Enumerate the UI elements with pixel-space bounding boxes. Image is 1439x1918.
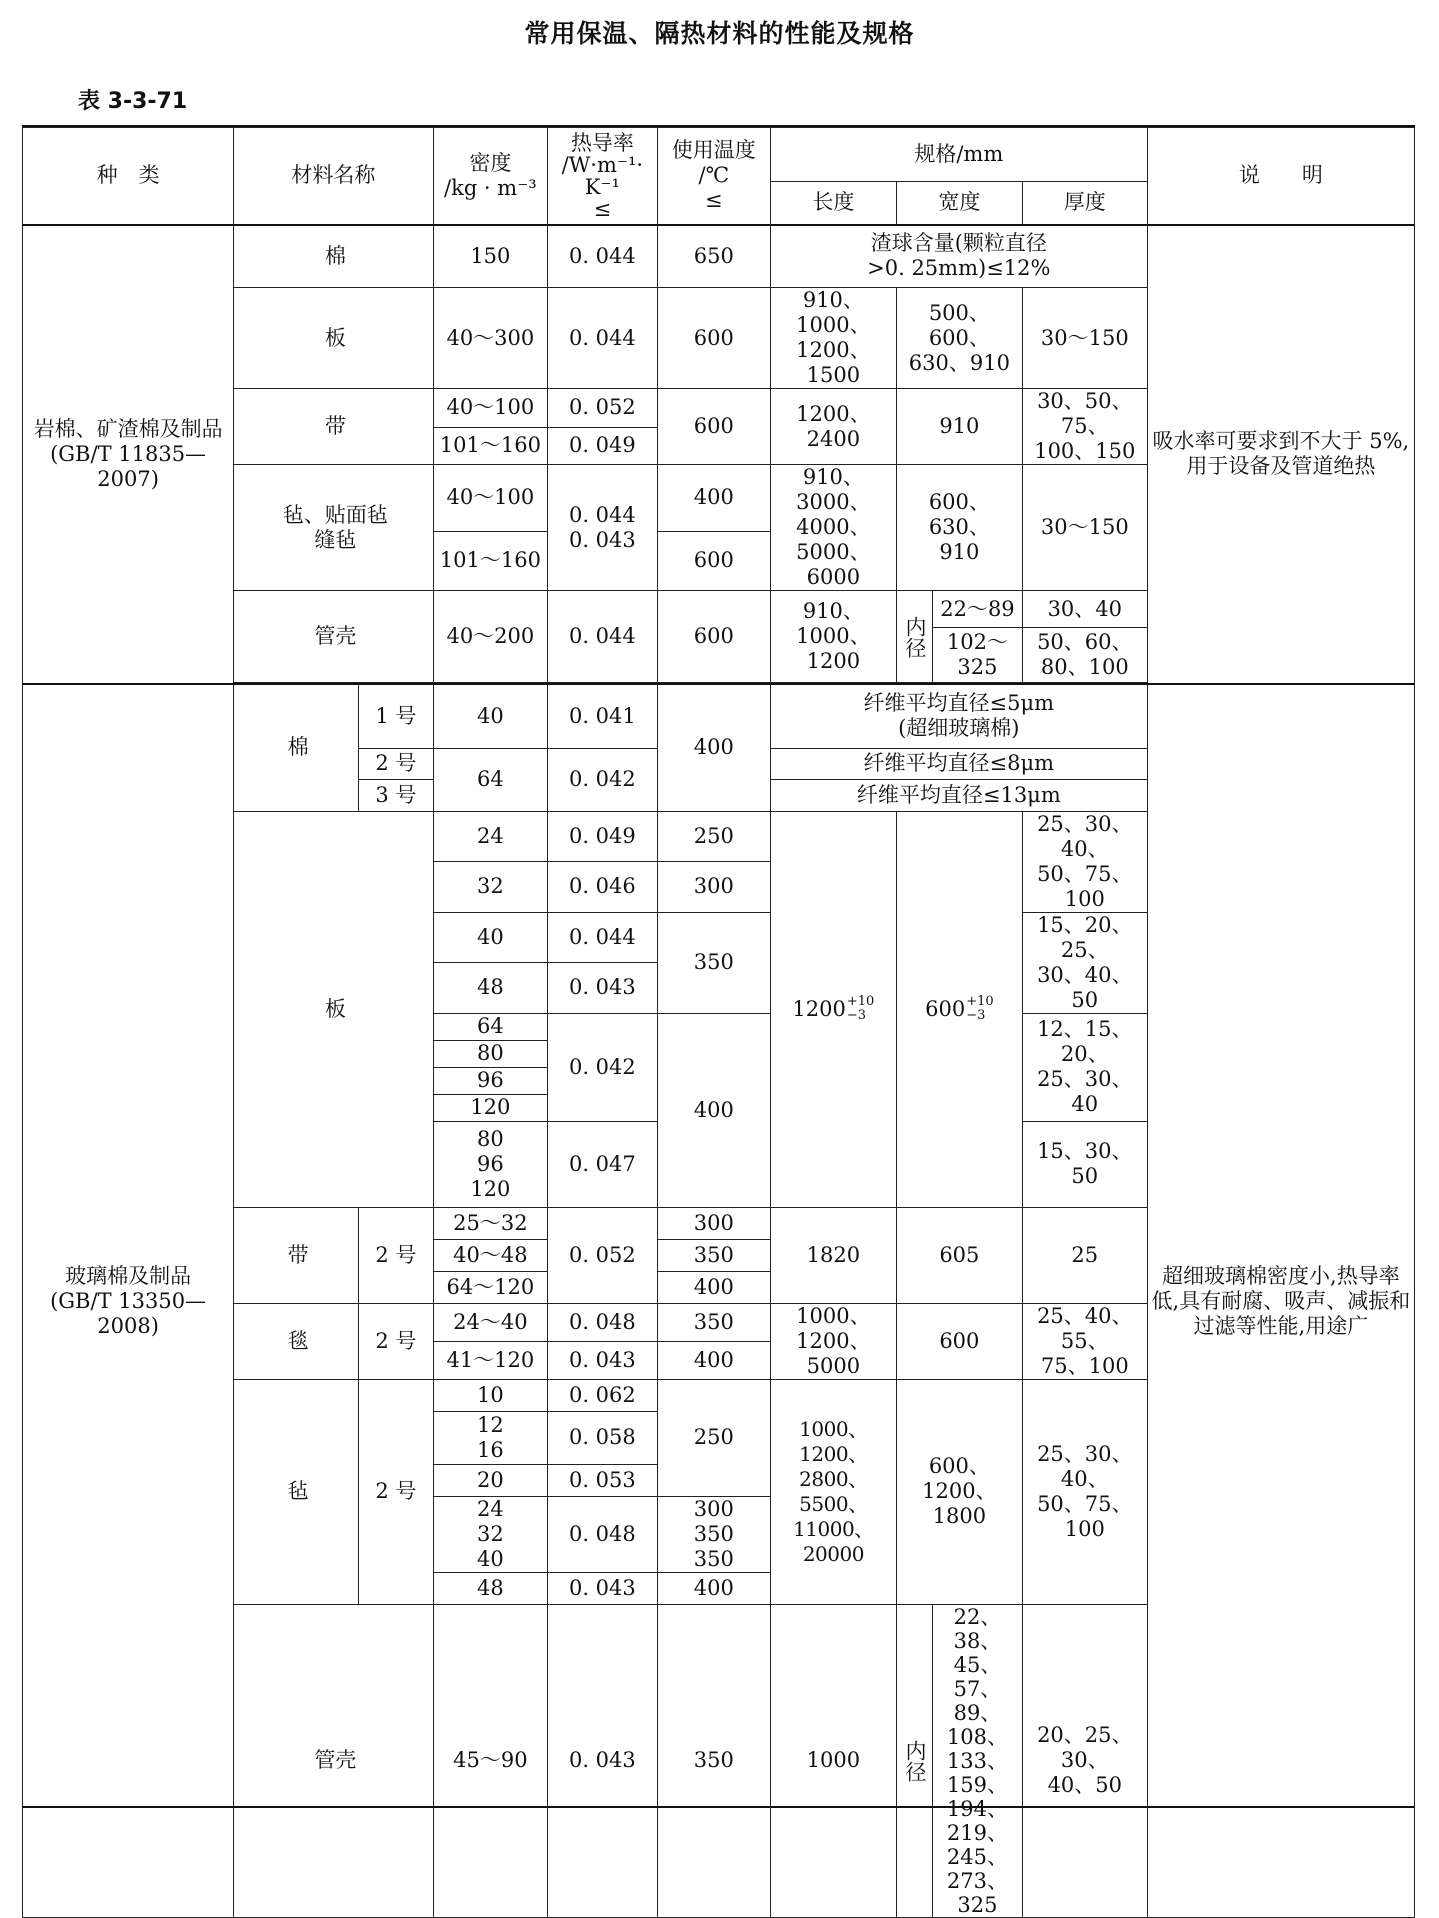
glass-board-temp: 250 <box>657 811 770 862</box>
glass-board-density: 80 96 120 <box>433 1121 547 1207</box>
glass-category: 玻璃棉及制品 (GB/T 13350—2008) <box>23 684 234 1918</box>
glass-board-density: 40 <box>433 912 547 963</box>
rock-pipe-density: 40～200 <box>433 591 547 683</box>
glass-board-density: 80 <box>433 1040 547 1067</box>
table-number: 表 3-3-71 <box>78 89 188 114</box>
glass-board-density: 96 <box>433 1067 547 1094</box>
rock-board-density: 40～300 <box>433 288 547 389</box>
glass-pipe-length: 1000 <box>770 1604 896 1917</box>
glass-pipe-diameters: 22、38、 45、57、 89、108、 133、159、 194、219、 245、273、 325 <box>933 1604 1023 1917</box>
glass-board-width <box>896 811 1022 1207</box>
glass-felt-k-2: 0. 058 <box>548 1411 658 1464</box>
glass-board-k: 0. 047 <box>548 1121 658 1207</box>
glass-pipe-temp: 350 <box>657 1604 770 1917</box>
glass-cotton-temp: 400 <box>657 684 770 811</box>
rock-felt-thickness: 30～150 <box>1022 465 1147 591</box>
rock-felt-temp-1: 400 <box>657 465 770 532</box>
glass-felt-temp-4: 300 350 350 <box>657 1496 770 1572</box>
glass-board-k: 0. 043 <box>548 963 658 1014</box>
glass-blanket-name: 毯 <box>234 1303 359 1379</box>
rock-felt-temp-2: 600 <box>657 531 770 590</box>
page-title: 常用保温、隔热材料的性能及规格 <box>524 19 915 48</box>
glass-pipe-thickness: 20、25、30、 40、50 <box>1022 1604 1147 1917</box>
glass-board-density: 48 <box>433 963 547 1014</box>
glass-board-thickness-2: 15、20、25、 30、40、50 <box>1022 912 1147 1013</box>
header-temperature: 使用温度 /℃ ≤ <box>657 128 770 225</box>
glass-pipe-k: 0. 043 <box>548 1604 658 1917</box>
glass-cotton-spec-2: 纤维平均直径≤8μm <box>770 748 1147 779</box>
glass-board-temp: 350 <box>657 912 770 1013</box>
glass-belt-density-1: 25～32 <box>433 1207 547 1239</box>
glass-cotton-spec-1: 纤维平均直径≤5μm (超细玻璃棉) <box>770 684 1147 748</box>
glass-board-k: 0. 046 <box>548 862 658 913</box>
glass-cotton-k-23: 0. 042 <box>548 748 658 811</box>
rock-pipe-k: 0. 044 <box>548 591 658 683</box>
header-category: 种 类 <box>23 128 234 225</box>
rock-belt-k-1: 0. 052 <box>548 389 658 428</box>
glass-pipe-name: 管壳 <box>234 1604 434 1917</box>
rock-cotton-k: 0. 044 <box>548 225 658 288</box>
glass-belt-temp-3: 400 <box>657 1271 770 1303</box>
rock-pipe-length: 910、1000、 1200 <box>770 591 896 683</box>
glass-blanket-grade: 2 号 <box>359 1303 434 1379</box>
glass-belt-k: 0. 052 <box>548 1207 658 1303</box>
glass-board-length-plus: +10 <box>846 994 875 1009</box>
glass-belt-name: 带 <box>234 1207 359 1303</box>
glass-cotton-density-23: 64 <box>433 748 547 811</box>
rock-felt-name: 毡、贴面毡 缝毡 <box>234 465 434 591</box>
glass-board-length-minus: −3 <box>846 1008 867 1023</box>
glass-blanket-k-2: 0. 043 <box>548 1341 658 1379</box>
rock-board-name: 板 <box>234 288 434 389</box>
header-thickness: 厚度 <box>1022 182 1147 225</box>
header-conductivity: 热导率 /W·m⁻¹· K⁻¹ ≤ <box>548 128 658 225</box>
header-spec: 规格/mm <box>770 128 1147 182</box>
glass-blanket-thickness: 25、40、55、 75、100 <box>1022 1303 1147 1379</box>
header-length: 长度 <box>770 182 896 225</box>
rock-belt-k-2: 0. 049 <box>548 427 658 464</box>
glass-board-thickness-4: 15、30、50 <box>1022 1121 1147 1207</box>
glass-felt-density-2: 12 16 <box>433 1411 547 1464</box>
glass-board-density: 64 <box>433 1013 547 1040</box>
glass-cotton-k-1: 0. 041 <box>548 684 658 748</box>
rock-pipe-thickness-2: 50、60、 80、100 <box>1022 628 1147 683</box>
glass-blanket-length: 1000、1200、 5000 <box>770 1303 896 1379</box>
glass-blanket-k-1: 0. 048 <box>548 1303 658 1341</box>
rock-felt-density-2: 101～160 <box>433 531 547 590</box>
rock-pipe-thickness-1: 30、40 <box>1022 591 1147 628</box>
glass-belt-temp-2: 350 <box>657 1239 770 1271</box>
glass-board-thickness-3: 12、15、20、 25、30、40 <box>1022 1013 1147 1121</box>
glass-belt-density-2: 40～48 <box>433 1239 547 1271</box>
header-width: 宽度 <box>896 182 1022 225</box>
glass-board-density: 32 <box>433 862 547 913</box>
rock-felt-density-1: 40～100 <box>433 465 547 532</box>
glass-blanket-density-2: 41～120 <box>433 1341 547 1379</box>
glass-felt-density-3: 20 <box>433 1464 547 1496</box>
glass-board-name: 板 <box>234 811 434 1207</box>
glass-board-width-plus: +10 <box>966 994 994 1009</box>
glass-board-length-base: 1200 <box>792 996 846 1021</box>
glass-board-width-base: 600 <box>925 996 966 1021</box>
rock-belt-density-2: 101～160 <box>433 427 547 464</box>
rock-board-width: 500、600、 630、910 <box>896 288 1022 389</box>
glass-belt-density-3: 64～120 <box>433 1271 547 1303</box>
glass-felt-k-3: 0. 053 <box>548 1464 658 1496</box>
glass-board-k: 0. 044 <box>548 912 658 963</box>
header-note: 说 明 <box>1147 128 1414 225</box>
glass-felt-thickness: 25、30、40、 50、75、100 <box>1022 1379 1147 1604</box>
materials-spec-table <box>22 127 1415 1918</box>
glass-belt-length: 1820 <box>770 1207 896 1303</box>
glass-belt-temp-1: 300 <box>657 1207 770 1239</box>
glass-board-density: 120 <box>433 1094 547 1121</box>
glass-cotton-density-1: 40 <box>433 684 547 748</box>
glass-blanket-temp-1: 350 <box>657 1303 770 1341</box>
glass-blanket-density-1: 24～40 <box>433 1303 547 1341</box>
glass-felt-length: 1000、1200、 2800、5500、 11000、20000 <box>770 1379 896 1604</box>
glass-felt-density-4: 24 32 40 <box>433 1496 547 1572</box>
header-density: 密度 /kg · m⁻³ <box>433 128 547 225</box>
rock-pipe-diam-2: 102～ 325 <box>933 628 1023 683</box>
rock-pipe-diam-1: 22～89 <box>933 591 1023 628</box>
glass-felt-density-1: 10 <box>433 1379 547 1411</box>
glass-blanket-width: 600 <box>896 1303 1022 1379</box>
glass-felt-k-1: 0. 062 <box>548 1379 658 1411</box>
glass-felt-temp-5: 400 <box>657 1572 770 1604</box>
rock-belt-name: 带 <box>234 389 434 465</box>
rock-board-temp: 600 <box>657 288 770 389</box>
rock-pipe-temp: 600 <box>657 591 770 683</box>
rock-felt-k: 0. 044 0. 043 <box>548 465 658 591</box>
rock-board-length: 910、1000、 1200、1500 <box>770 288 896 389</box>
rock-belt-density-1: 40～100 <box>433 389 547 428</box>
glass-board-length <box>770 811 896 1207</box>
glass-felt-temp-123: 250 <box>657 1379 770 1496</box>
rock-cotton-name: 棉 <box>234 225 434 288</box>
glass-pipe-inner-label: 内径 <box>896 1604 932 1917</box>
header-material: 材料名称 <box>234 128 434 225</box>
rock-felt-width: 600、630、 910 <box>896 465 1022 591</box>
glass-felt-grade: 2 号 <box>359 1379 434 1604</box>
rock-belt-thickness: 30、50、75、 100、150 <box>1022 389 1147 465</box>
table-bottom-rule <box>22 1806 1415 1808</box>
glass-cotton-name: 棉 <box>234 684 359 811</box>
rock-cotton-density: 150 <box>433 225 547 288</box>
glass-belt-grade: 2 号 <box>359 1207 434 1303</box>
glass-belt-width: 605 <box>896 1207 1022 1303</box>
glass-felt-name: 毡 <box>234 1379 359 1604</box>
rock-felt-length: 910、3000、 4000、5000、 6000 <box>770 465 896 591</box>
glass-board-temp: 300 <box>657 862 770 913</box>
rock-note: 吸水率可要求到不大于 5%,用于设备及管道绝热 <box>1147 225 1414 685</box>
glass-cotton-grade-1: 1 号 <box>359 684 434 748</box>
rock-belt-width: 910 <box>896 389 1022 465</box>
glass-belt-thickness: 25 <box>1022 1207 1147 1303</box>
glass-board-k: 0. 049 <box>548 811 658 862</box>
glass-board-thickness-1: 25、30、40、 50、75、100 <box>1022 811 1147 912</box>
glass-felt-density-5: 48 <box>433 1572 547 1604</box>
glass-note: 超细玻璃棉密度小,热导率低,具有耐腐、吸声、减振和过滤等性能,用途广 <box>1147 684 1414 1918</box>
glass-felt-k-5: 0. 043 <box>548 1572 658 1604</box>
rock-cotton-spec: 渣球含量(颗粒直径 >0. 25mm)≤12% <box>770 225 1147 288</box>
glass-felt-k-4: 0. 048 <box>548 1496 658 1572</box>
rock-cotton-temp: 650 <box>657 225 770 288</box>
glass-cotton-spec-3: 纤维平均直径≤13μm <box>770 779 1147 811</box>
rock-board-thickness: 30～150 <box>1022 288 1147 389</box>
rock-belt-length: 1200、2400 <box>770 389 896 465</box>
glass-cotton-grade-3: 3 号 <box>359 779 434 811</box>
glass-board-k: 0. 042 <box>548 1013 658 1121</box>
glass-pipe-density: 45～90 <box>433 1604 547 1917</box>
rock-pipe-inner-label: 内径 <box>896 591 932 683</box>
rock-belt-temp: 600 <box>657 389 770 465</box>
glass-blanket-temp-2: 400 <box>657 1341 770 1379</box>
glass-board-temp: 400 <box>657 1013 770 1207</box>
rock-pipe-name: 管壳 <box>234 591 434 683</box>
glass-board-width-minus: −3 <box>966 1008 986 1023</box>
glass-board-density: 24 <box>433 811 547 862</box>
rock-board-k: 0. 044 <box>548 288 658 389</box>
glass-felt-width: 600、1200、 1800 <box>896 1379 1022 1604</box>
glass-cotton-grade-2: 2 号 <box>359 748 434 779</box>
rock-category: 岩棉、矿渣棉及制品 (GB/T 11835—2007) <box>23 225 234 685</box>
